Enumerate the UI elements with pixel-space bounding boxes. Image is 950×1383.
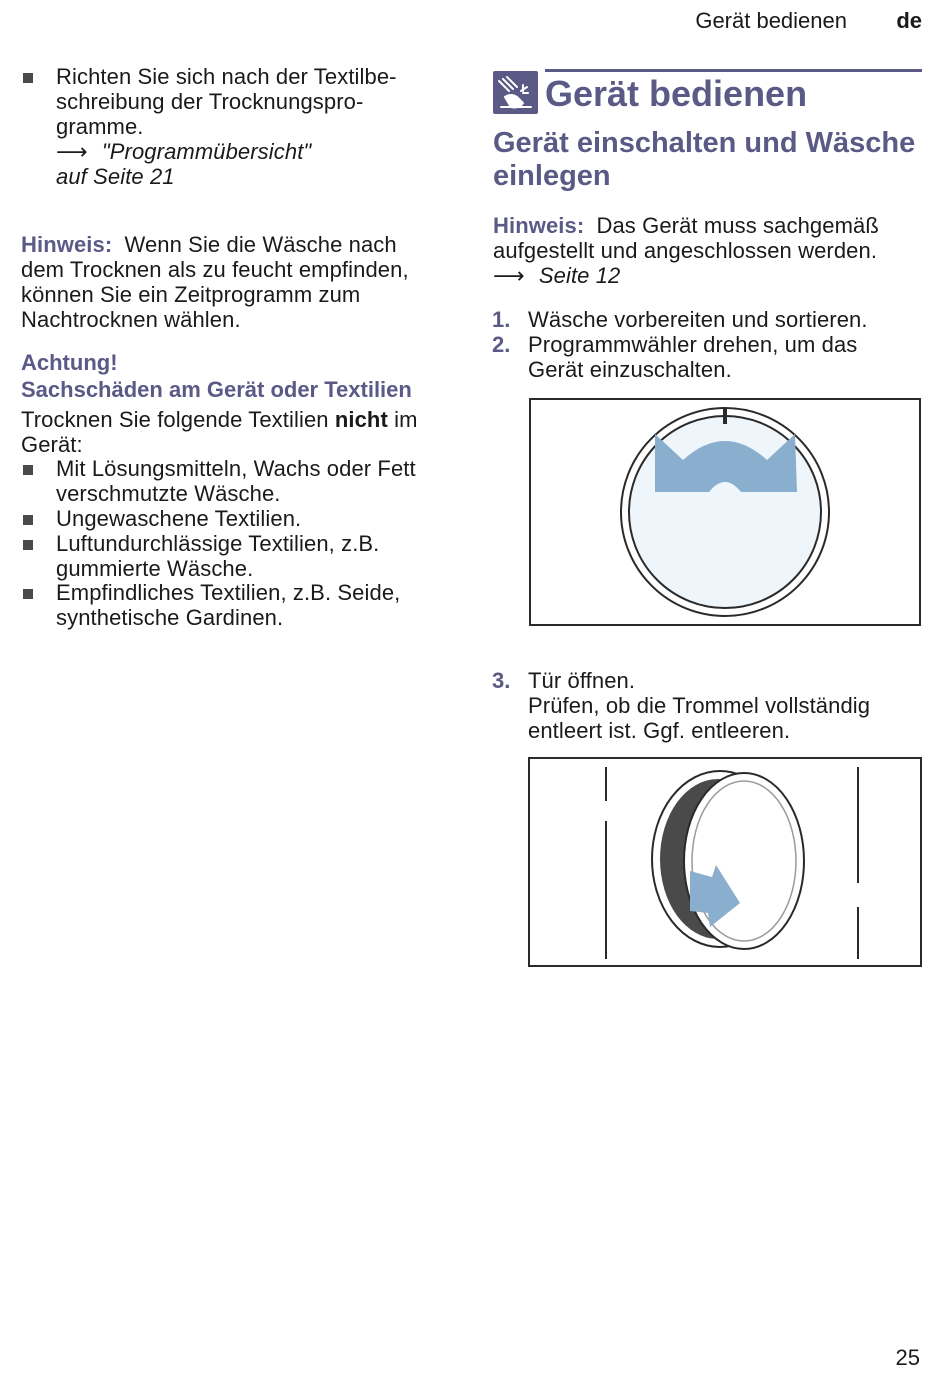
text-line: Das Gerät muss sachgemäß [596,213,879,238]
text-line: einlegen [493,160,611,192]
bullet-marker [23,515,33,525]
text-line: gramme. [56,114,144,139]
cross-reference-page: Seite 12 [538,263,621,288]
emphasis: nicht [334,407,388,432]
cross-reference-page: auf Seite 21 [56,164,175,189]
text-line: Prüfen, ob die Trommel vollständig [528,693,871,718]
section-subtitle [493,127,933,193]
text-span: im [387,407,418,432]
bullet-marker [23,465,33,475]
step-text [528,332,928,382]
text-line: Luftundurchlässige Textilien, z.B. [56,531,380,556]
text-line: Mit Lösungsmitteln, Wachs oder Fett [56,456,416,481]
text-span: Trocknen Sie folgende Textilien [21,407,335,432]
cross-reference [56,139,456,164]
language-code: de [896,8,922,33]
note-block [21,232,461,332]
list-item [56,531,456,581]
text-line: dem Trocknen als zu feucht empfinden, [21,257,409,282]
dial-illustration [529,398,921,626]
note-label: Hinweis: [21,232,113,257]
text-line: Tür öffnen. [528,668,636,693]
text-line: Wenn Sie die Wäsche nach [124,232,397,257]
cross-reference-title: "Programmübersicht" [101,139,312,164]
page-number: 25 [895,1345,920,1370]
text-line: Gerät einschalten und Wäsche [493,127,916,159]
text-line: Empfindliches Textilien, z.B. Seide, [56,580,401,605]
list-item [56,580,456,630]
text-line: können Sie ein Zeitprogramm zum [21,282,361,307]
warning-title: Achtung! [21,350,118,375]
step-number: 2. [492,332,511,357]
text-line: schreibung der Trocknungspro- [56,89,364,114]
text-line: entleert ist. Ggf. entleeren. [528,718,791,743]
text-line: Gerät: [21,432,83,457]
text-line: verschmutzte Wäsche. [56,481,281,506]
text-line: Ungewaschene Textilien. [56,506,302,531]
note-label: Hinweis: [493,213,585,238]
bullet-marker [23,540,33,550]
step-number: 3. [492,668,511,693]
text-line: aufgestellt und angeschlossen werden. [493,238,878,263]
door-illustration [528,757,922,967]
text-line: Wäsche vorbereiten und sortieren. [528,307,868,332]
text-line: gummierte Wäsche. [56,556,254,581]
bullet-text [56,64,456,189]
step-text [528,668,928,743]
warning-subtitle: Sachschäden am Gerät oder Textilien [21,377,412,402]
step-text [528,307,928,332]
step-number: 1. [492,307,511,332]
warning-intro [21,407,461,457]
list-item [56,506,456,531]
arrow-icon: ⟶ [56,139,88,164]
bullet-marker [23,589,33,599]
text-line: Nachtrocknen wählen. [21,307,241,332]
section-title: Gerät bedienen [545,73,808,114]
text-line: Gerät einzuschalten. [528,357,732,382]
running-header-section: Gerät bedienen [695,8,847,33]
cross-reference [493,263,933,288]
operation-hand-icon [493,71,538,114]
text-line: Programmwähler drehen, um das [528,332,858,357]
text-line: Richten Sie sich nach der Textilbe- [56,64,397,89]
list-item [56,456,456,506]
bullet-marker [23,73,33,83]
arrow-icon: ⟶ [493,263,525,288]
note-block [493,213,933,288]
text-line: synthetische Gardinen. [56,605,284,630]
